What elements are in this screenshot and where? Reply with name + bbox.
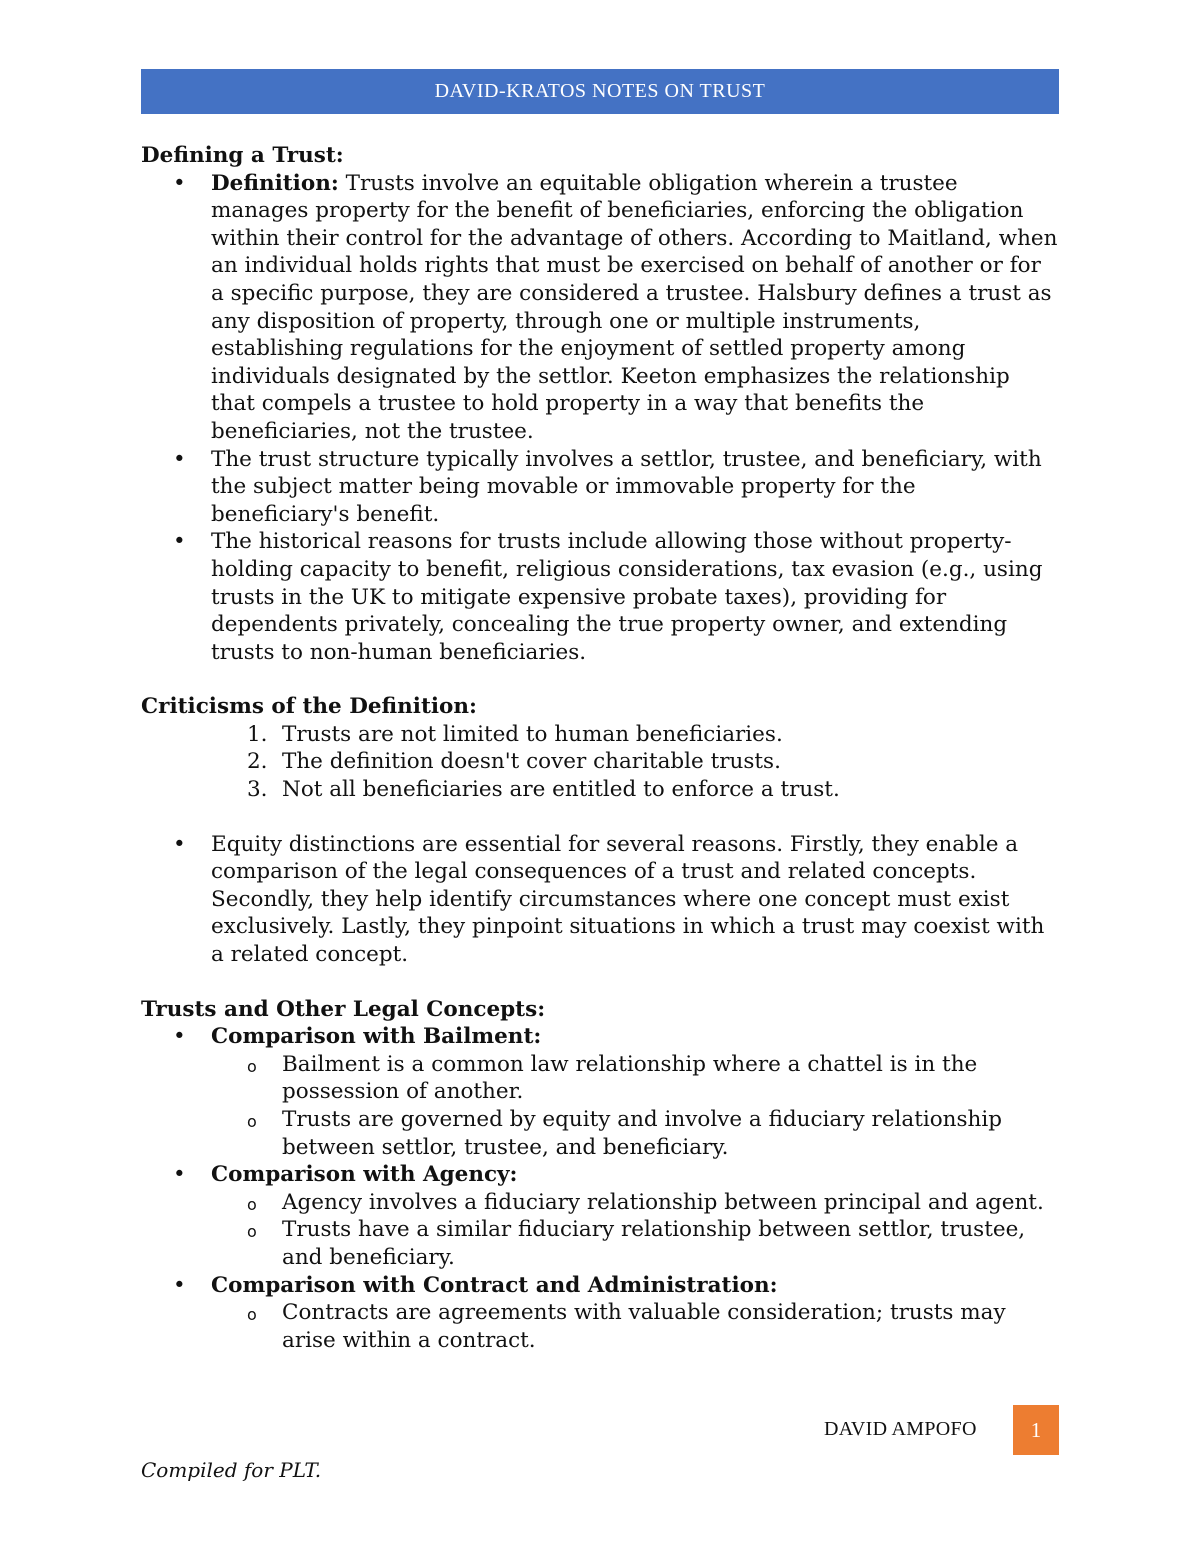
comparison-points xyxy=(211,1189,1059,1272)
list-item xyxy=(141,721,1059,749)
section-heading-legal-concepts: Trusts and Other Legal Concepts: xyxy=(141,996,546,1022)
list-item-text: Equity distinctions are essential for several reasons. Firstly, they enable a comparison of the legal consequences of a trust and related concepts. Secondly, they help identify circumstances where one concept must exist exclusively. Lastly, they pinpoint situations in which a trust may coexist with a related concept. xyxy=(211,831,1045,968)
sub-list-item: o Contracts are agreements with valuable consideration; trusts may arise within a contract. xyxy=(211,1299,1059,1354)
list-number: 1. xyxy=(247,721,268,747)
list-item-text: Trusts are not limited to human beneficiaries. xyxy=(282,721,783,747)
page-number-box xyxy=(1013,1405,1059,1455)
comparison-item xyxy=(141,1272,1059,1355)
document-body xyxy=(141,142,1059,1354)
definition-text: Trusts involve an equitable obligation wherein a trustee manages property for the benefit of beneficiaries, enforcing the obligation within their control for the advantage of others. According to Maitland, when an individual holds rights that must be exercised on behalf of another or for a specific purpose, they are considered a trustee. Halsbury defines a trust as any disposition of property, through one or multiple instruments, establishing regulations for the enjoyment of settled property among individuals designated by the settlor. Keeton emphasizes the relationship that compels a trustee to hold property in a way that benefits the beneficiaries, not the trustee. xyxy=(211,170,1058,444)
list-item-text: The trust structure typically involves a settlor, trustee, and beneficiary, with the subject matter being movable or immovable property for the beneficiary's benefit. xyxy=(211,446,1042,527)
comparison-item xyxy=(141,1161,1059,1271)
equity-list xyxy=(141,831,1059,969)
list-item xyxy=(141,776,1059,804)
section-heading-defining: Defining a Trust: xyxy=(141,143,344,168)
list-number: 2. xyxy=(247,749,268,775)
sub-list-item: o Agency involves a fiduciary relationship between principal and agent. xyxy=(211,1189,1059,1217)
footer-author: DAVID AMPOFO xyxy=(824,1418,977,1440)
sub-list-item: o Trusts are governed by equity and involve a fiduciary relationship between settlor, trustee, and beneficiary. xyxy=(211,1106,1059,1161)
header-bar xyxy=(141,69,1059,114)
list-item-text: The historical reasons for trusts include allowing those without property-holding capacity to benefit, religious considerations, tax evasion (e.g., using trusts in the UK to mitigate expensive probate taxes), providing for dependents privately, concealing the true property owner, and extending trusts to non-human beneficiaries. xyxy=(211,529,1043,665)
list-item-text: The definition doesn't cover charitable trusts. xyxy=(282,749,781,775)
list-item xyxy=(141,528,1059,666)
comparison-list xyxy=(141,1023,1059,1354)
list-item xyxy=(141,831,1059,969)
defining-list xyxy=(141,170,1059,667)
document-title: DAVID-KRATOS NOTES ON TRUST xyxy=(434,80,766,102)
comparison-points xyxy=(211,1299,1059,1354)
list-item-text: Not all beneficiaries are entitled to enforce a trust. xyxy=(282,777,840,803)
comparison-title: Comparison with Bailment: xyxy=(211,1024,542,1050)
sub-list-item: o Trusts have a similar fiduciary relationship between settlor, trustee, and beneficiary. xyxy=(211,1216,1059,1271)
list-item xyxy=(141,170,1059,446)
comparison-title: Comparison with Contract and Administration: xyxy=(211,1272,778,1298)
definition-label: Definition: xyxy=(211,170,339,196)
comparison-item xyxy=(141,1023,1059,1161)
list-item xyxy=(141,446,1059,529)
list-item xyxy=(141,748,1059,776)
criticisms-list xyxy=(141,721,1059,804)
comparison-points xyxy=(211,1051,1059,1161)
footer-note: Compiled for PLT. xyxy=(141,1458,322,1482)
comparison-title: Comparison with Agency: xyxy=(211,1162,518,1188)
page-number: 1 xyxy=(1030,1417,1042,1442)
sub-list-item: o Bailment is a common law relationship where a chattel is in the possession of another. xyxy=(211,1051,1059,1106)
list-number: 3. xyxy=(247,777,268,803)
section-heading-criticisms: Criticisms of the Definition: xyxy=(141,694,477,720)
